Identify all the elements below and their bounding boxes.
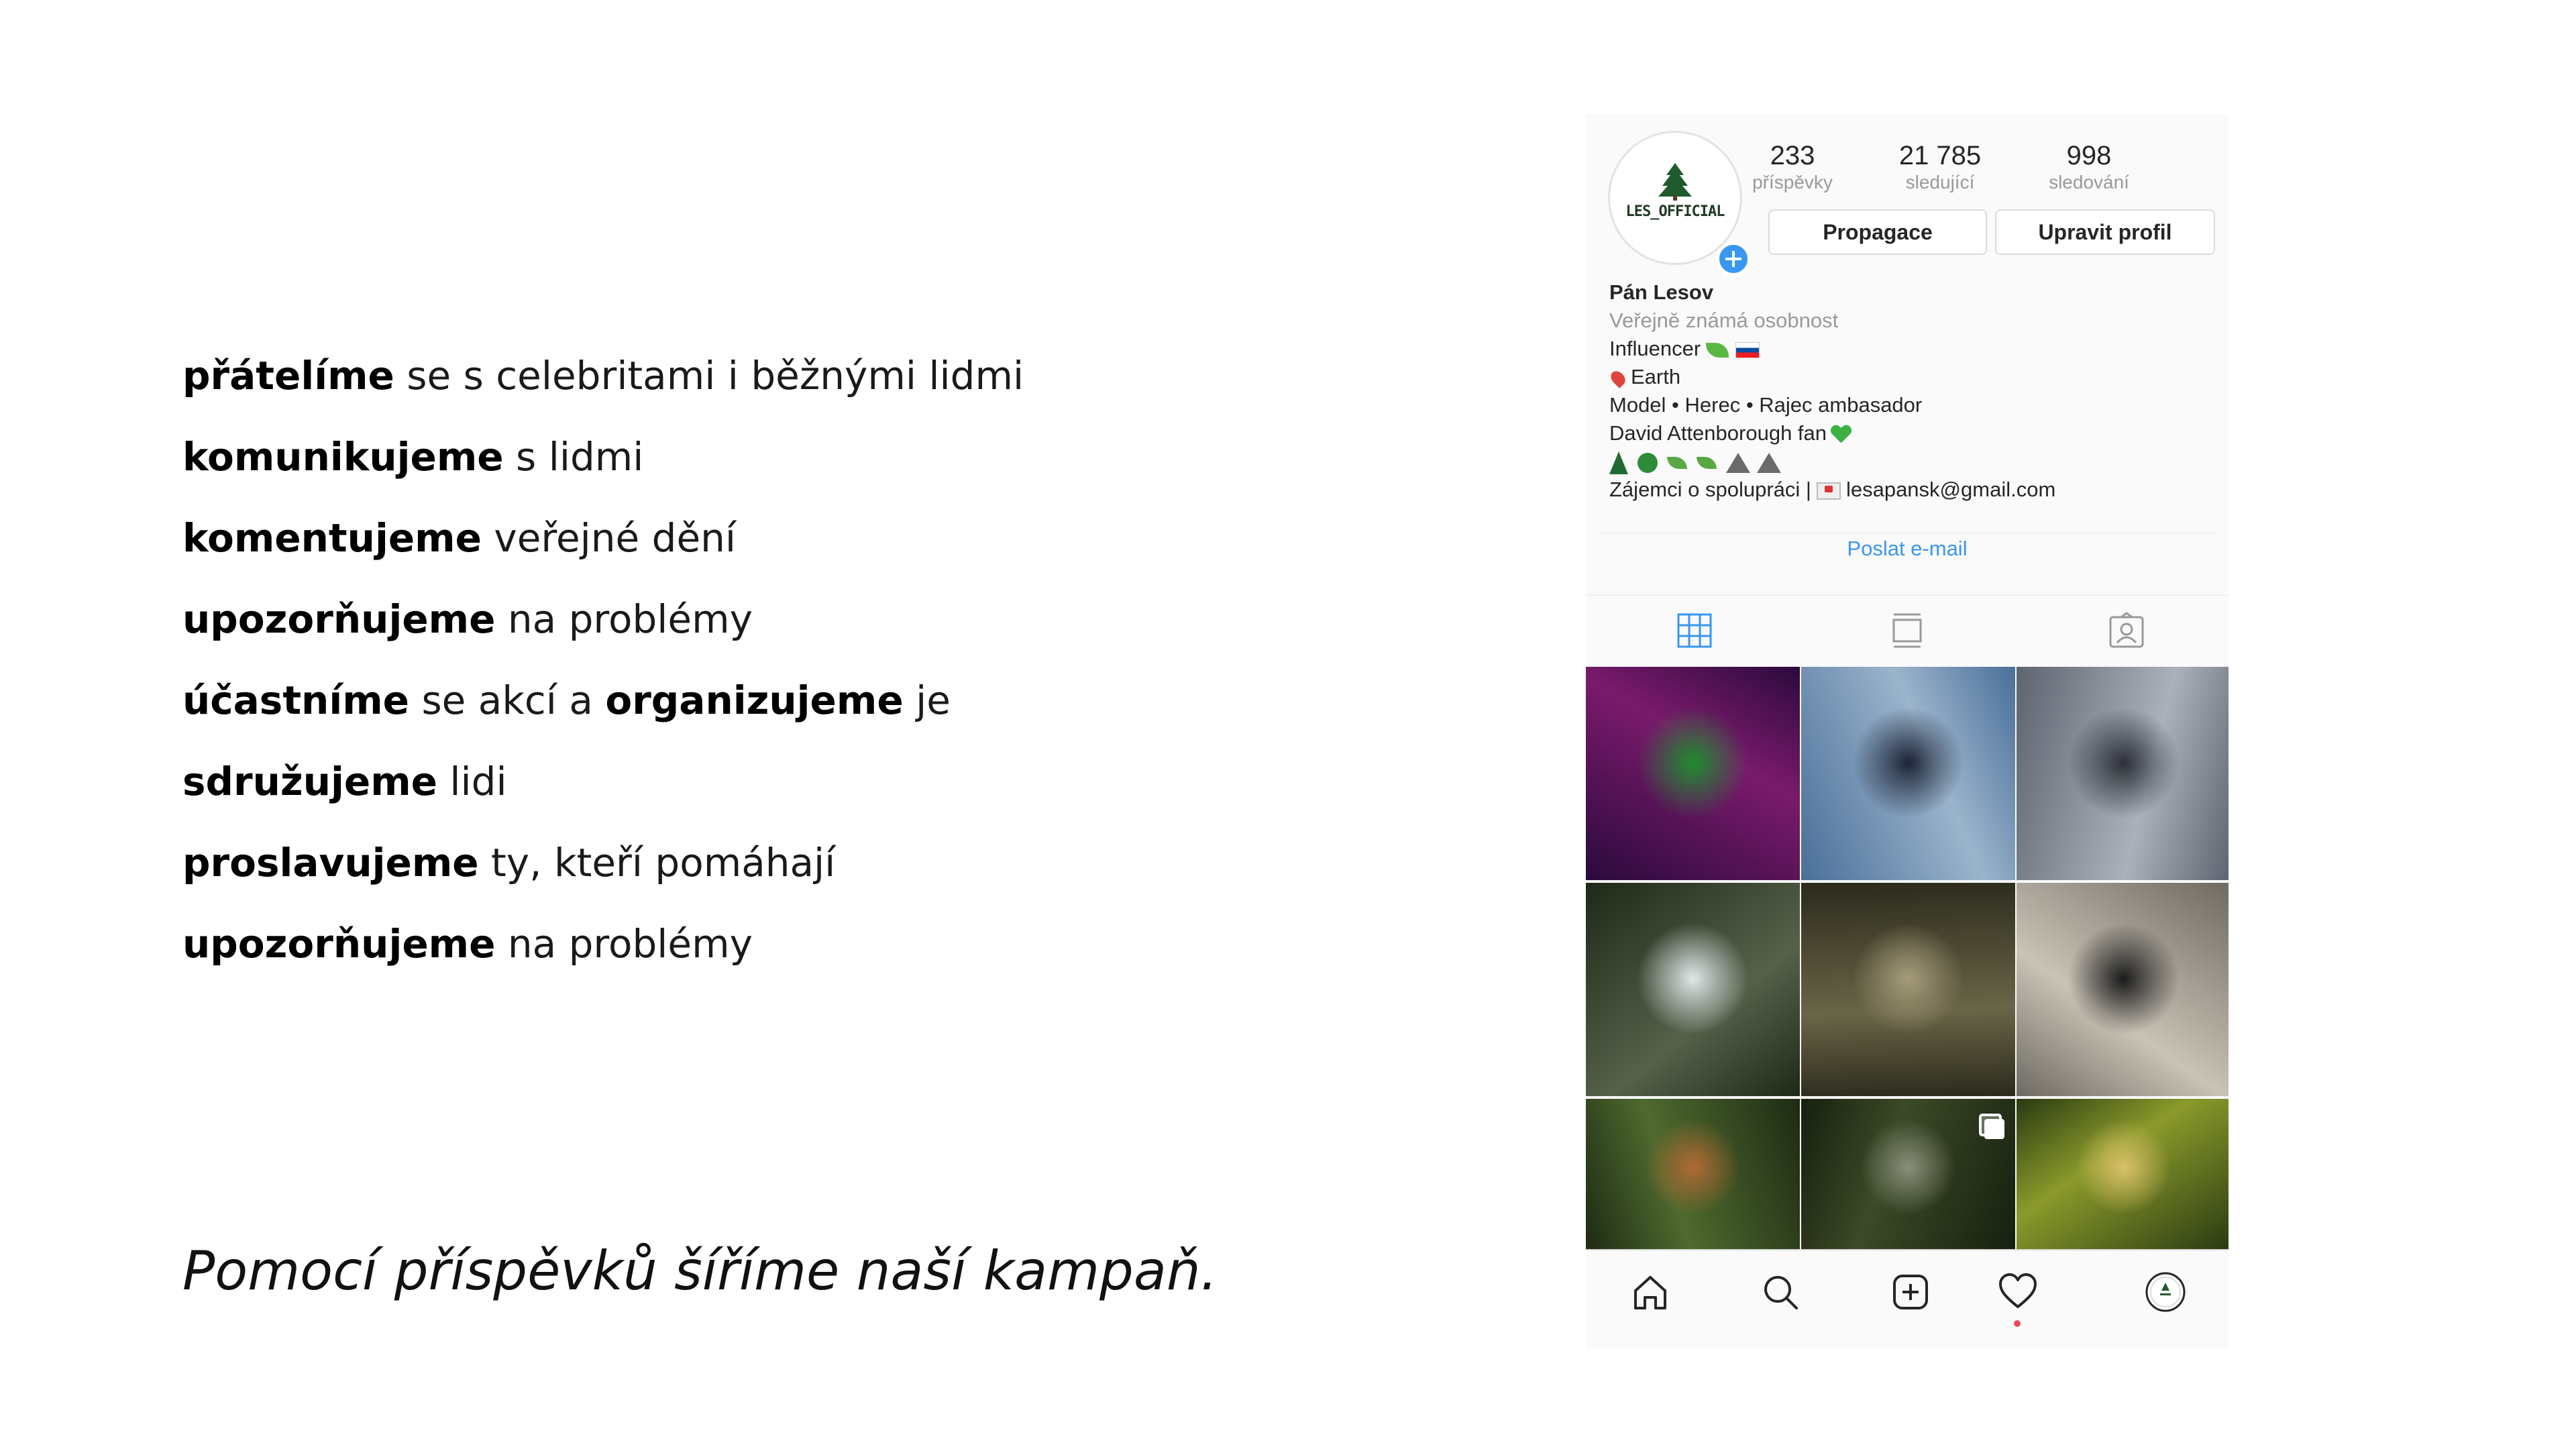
bullet-keyword: přátelíme <box>182 353 394 398</box>
posts-grid <box>1586 667 2229 1244</box>
bullet-keyword: sdružujeme <box>182 759 437 804</box>
bio-influencer-line <box>1609 335 2213 363</box>
divider <box>1586 594 2229 596</box>
bullet-text: lidi <box>437 759 507 804</box>
pine-tree-icon <box>1658 163 1692 201</box>
promote-button[interactable]: Propagace <box>1768 209 1987 255</box>
envelope-icon <box>1817 482 1841 500</box>
slide-bullet-line <box>182 498 1457 579</box>
slide-bullet-list <box>182 335 1457 985</box>
post-thumbnail[interactable] <box>1801 1099 2015 1250</box>
bullet-keyword: proslavujeme <box>182 840 479 885</box>
bio-fan: David Attenborough fan <box>1609 421 1827 445</box>
bullet-text: se akcí a <box>409 678 606 723</box>
post-thumbnail[interactable] <box>1801 883 2015 1096</box>
bullet-keyword: komentujeme <box>182 515 482 561</box>
profile-header <box>1586 114 2229 530</box>
slide-bullet-line <box>182 904 1457 985</box>
post-thumbnail[interactable] <box>2017 1099 2229 1250</box>
slide-bullet-line <box>182 660 1457 741</box>
profile-bio <box>1609 278 2213 504</box>
bio-email[interactable]: lesapansk@gmail.com <box>1845 478 2056 501</box>
new-post-icon[interactable] <box>1889 1271 1932 1313</box>
bullet-text: veřejné dění <box>481 515 737 561</box>
stat-following-count: 998 <box>2066 141 2112 170</box>
leaves-icon <box>1697 457 1717 469</box>
nature-emoji-row <box>1609 447 2213 476</box>
stat-posts-label: příspěvky <box>1752 172 1833 193</box>
home-icon[interactable] <box>1629 1271 1672 1313</box>
bullet-keyword: upozorňujeme <box>182 921 496 967</box>
bullet-text: se s celebritami i běžnými lidmi <box>394 353 1024 398</box>
bio-roles: Model • Herec • Rajec ambasador <box>1609 393 1923 417</box>
avatar-label: LES_OFFICIAL <box>1625 203 1725 220</box>
grid-icon[interactable] <box>1676 612 1713 649</box>
stat-following-label: sledování <box>2049 172 2129 193</box>
bio-location: Earth <box>1631 365 1681 388</box>
instagram-profile-screenshot <box>1586 114 2229 1348</box>
profile-name: Pán Lesov <box>1609 280 1714 304</box>
slovakia-flag-icon <box>1735 342 1760 358</box>
activity-heart-icon[interactable] <box>1996 1271 2039 1313</box>
post-thumbnail[interactable] <box>1586 667 1800 880</box>
search-icon[interactable] <box>1759 1271 1802 1313</box>
post-thumbnail[interactable] <box>1586 1099 1800 1250</box>
bio-fan-line <box>1609 419 2213 447</box>
edit-profile-button[interactable]: Upravit profil <box>1995 209 2215 255</box>
bullet-keyword: upozorňujeme <box>182 596 496 642</box>
divider <box>1599 533 2215 534</box>
profile-tabs <box>1586 597 2229 664</box>
bio-influencer: Influencer <box>1609 337 1701 360</box>
mountain-icon <box>1757 453 1781 473</box>
bullet-keyword: účastníme <box>182 678 410 723</box>
bullet-text: s lidmi <box>503 434 644 480</box>
avatar[interactable] <box>1608 131 1742 265</box>
bullet-text: ty, kteří pomáhají <box>478 840 836 885</box>
slide-bullet-line <box>182 579 1457 660</box>
deciduous-tree-icon <box>1638 453 1658 473</box>
profile-icon[interactable] <box>2144 1271 2187 1313</box>
post-thumbnail[interactable] <box>1586 883 1800 1096</box>
post-thumbnail[interactable] <box>2017 883 2229 1096</box>
bullet-keyword: organizujeme <box>605 678 904 723</box>
carousel-icon <box>1979 1114 2002 1136</box>
camping-icon <box>1726 453 1750 473</box>
herb-icon <box>1667 457 1687 469</box>
stat-followers-label: sledující <box>1905 172 1975 193</box>
bullet-text: je <box>903 678 951 723</box>
send-email-button[interactable]: Poslat e-mail <box>1847 537 1968 560</box>
slide-footer-sentence: Pomocí příspěvků šíříme naší kampaň. <box>182 1240 1218 1302</box>
notification-dot <box>2014 1320 2021 1327</box>
slide-bullet-line <box>182 417 1457 498</box>
bio-contact-line <box>1609 476 2213 504</box>
feed-icon[interactable] <box>1888 612 1926 649</box>
post-thumbnail[interactable] <box>1801 667 2015 880</box>
stat-followers-count: 21 785 <box>1898 141 1982 170</box>
seedling-icon <box>1706 343 1729 358</box>
stat-posts-count: 233 <box>1770 141 1815 170</box>
slide-bullet-line <box>182 822 1457 904</box>
evergreen-tree-icon <box>1609 451 1628 474</box>
post-thumbnail[interactable] <box>2017 667 2229 880</box>
green-heart-icon <box>1831 425 1851 444</box>
bullet-text: na problémy <box>495 921 753 967</box>
bio-location-line <box>1609 363 2213 391</box>
stat-followers[interactable] <box>1880 141 2000 195</box>
slide-bullet-line <box>182 335 1457 417</box>
bullet-text: na problémy <box>495 596 753 642</box>
stat-following[interactable] <box>2029 141 2149 195</box>
bio-contact-prefix: Zájemci o spolupráci | <box>1609 478 1811 501</box>
slide-bullet-line <box>182 741 1457 822</box>
tagged-icon[interactable] <box>2108 612 2145 649</box>
add-story-icon[interactable] <box>1716 241 1751 276</box>
profile-category: Veřejně známá osobnost <box>1609 309 1839 332</box>
location-pin-icon <box>1608 368 1628 388</box>
bullet-keyword: komunikujeme <box>182 434 504 480</box>
stat-posts[interactable] <box>1732 141 1853 195</box>
bottom-navigation <box>1586 1249 2229 1348</box>
